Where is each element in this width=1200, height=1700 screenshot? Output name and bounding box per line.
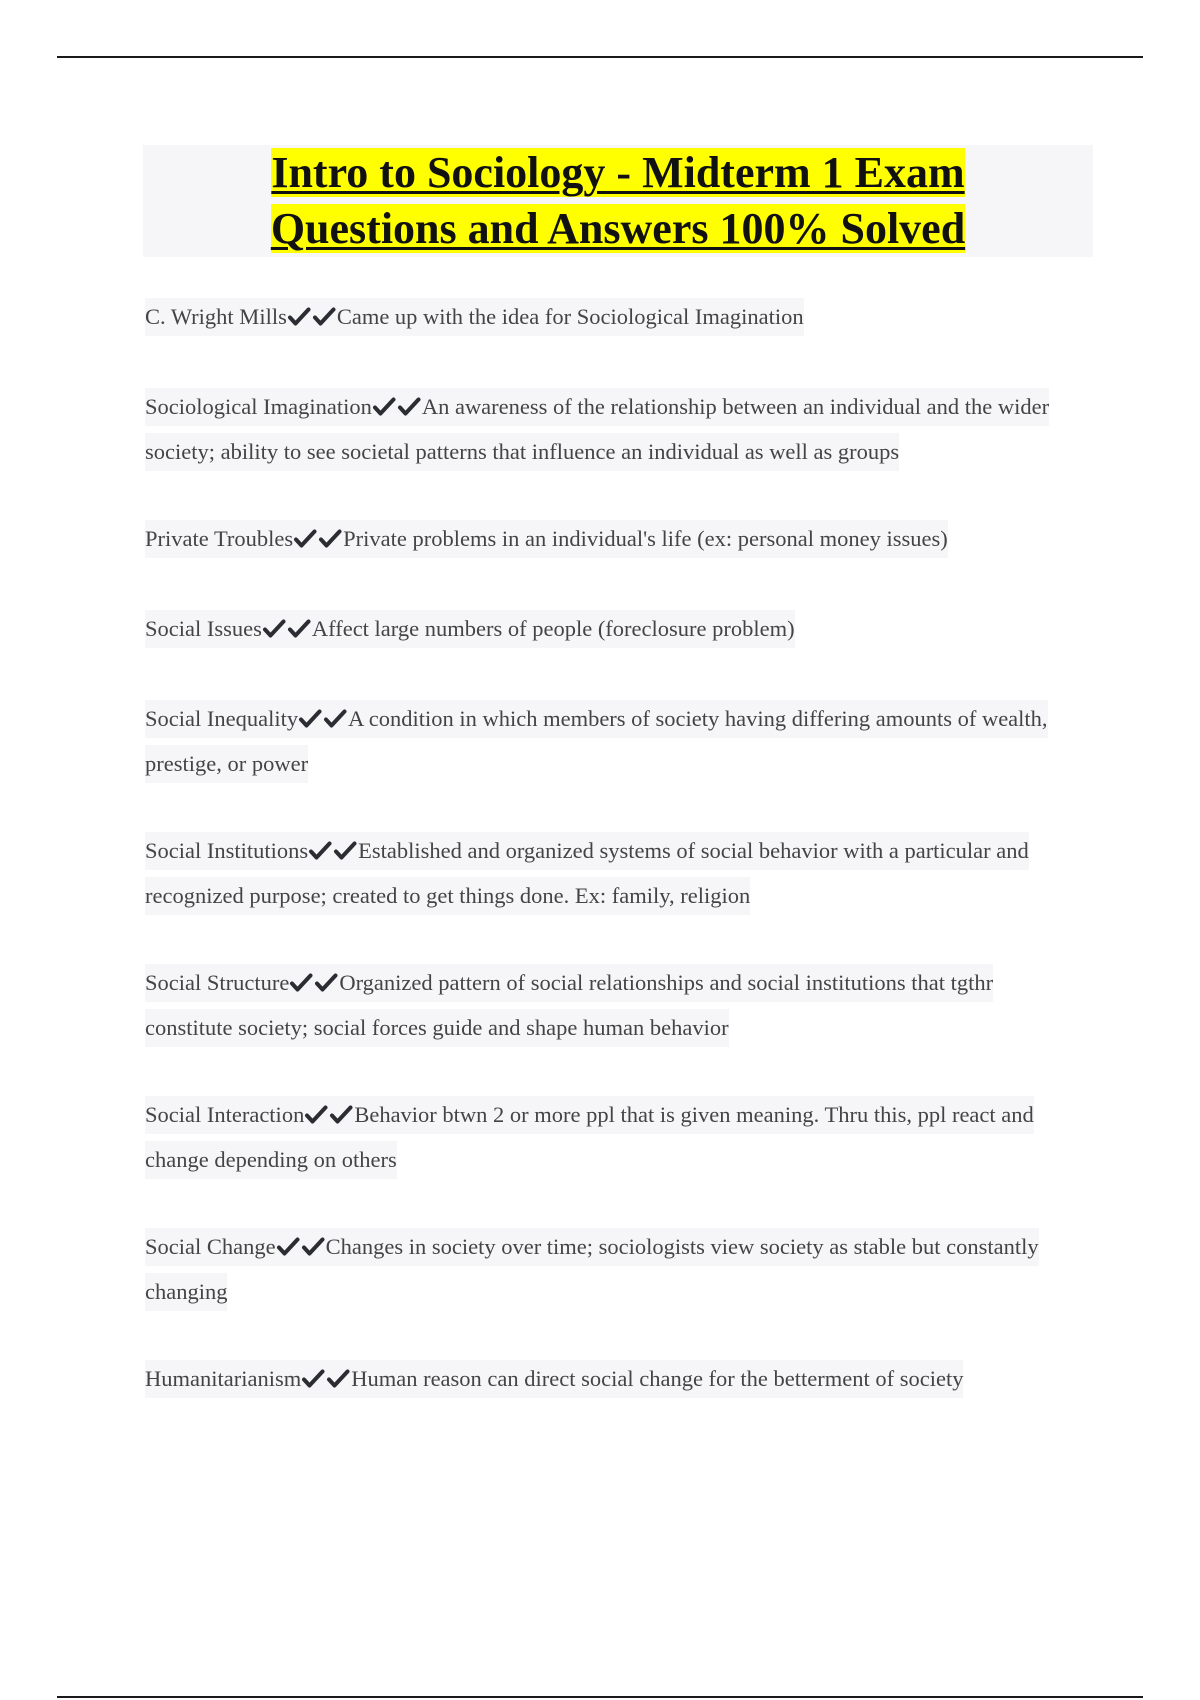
qa-item <box>145 516 1085 561</box>
qa-item <box>145 696 1085 786</box>
qa-definition: A condition in which members of society having differing amounts of wealth, prestige, or power <box>145 706 1048 776</box>
qa-list <box>145 294 1085 1446</box>
qa-item <box>145 384 1085 474</box>
qa-term: Social Structure <box>145 970 290 995</box>
check-mark-icon <box>314 973 339 993</box>
check-mark-icon <box>318 529 343 549</box>
check-mark-icon <box>287 307 312 327</box>
qa-item <box>145 960 1085 1050</box>
qa-definition: Organized pattern of social relationships and social institutions that tgthr constitute society; social forces guide and shape human behavior <box>145 970 994 1040</box>
qa-term: Social Inequality <box>145 706 299 731</box>
title-line-2: Questions and Answers 100% Solved <box>270 204 966 253</box>
check-mark-icon <box>289 973 314 993</box>
qa-definition: Established and organized systems of social behavior with a particular and recognized purpose; created to get things done. Ex: family, religion <box>145 838 1029 908</box>
qa-item <box>145 606 1085 651</box>
top-rule <box>57 56 1143 58</box>
check-mark-icon <box>262 619 287 639</box>
qa-definition: An awareness of the relationship between an individual and the wider society; ability to see societal patterns that influence an individual as well as groups <box>145 394 1050 464</box>
check-mark-icon <box>397 397 422 417</box>
qa-item <box>145 1224 1085 1314</box>
check-mark-icon <box>333 841 358 861</box>
qa-term: C. Wright Mills <box>145 304 287 329</box>
qa-term: Private Troubles <box>145 526 294 551</box>
qa-term: Social Change <box>145 1234 276 1259</box>
qa-definition: Human reason can direct social change for the betterment of society <box>351 1366 964 1391</box>
check-mark-icon <box>323 709 348 729</box>
qa-item <box>145 828 1085 918</box>
qa-term: Social Institutions <box>145 838 309 863</box>
check-mark-icon <box>304 1105 329 1125</box>
qa-definition: Behavior btwn 2 or more ppl that is given meaning. Thru this, ppl react and change depending on others <box>145 1102 1034 1172</box>
qa-definition: Came up with the idea for Sociological Imagination <box>336 304 804 329</box>
check-mark-icon <box>326 1369 351 1389</box>
check-mark-icon <box>312 307 337 327</box>
check-mark-icon <box>372 397 397 417</box>
qa-term: Humanitarianism <box>145 1366 302 1391</box>
title-block <box>143 145 1093 257</box>
qa-item <box>145 294 1085 339</box>
qa-definition: Changes in society over time; sociologists view society as stable but constantly changing <box>145 1234 1039 1304</box>
qa-item <box>145 1092 1085 1182</box>
page-title <box>271 148 965 253</box>
qa-item <box>145 1356 1085 1401</box>
title-line-1: Intro to Sociology - Midterm 1 Exam <box>271 148 965 197</box>
qa-definition: Private problems in an individual's life (ex: personal money issues) <box>343 526 948 551</box>
check-mark-icon <box>298 709 323 729</box>
check-mark-icon <box>276 1237 301 1257</box>
bottom-rule <box>57 1696 1143 1698</box>
qa-term: Social Interaction <box>145 1102 305 1127</box>
qa-definition: Affect large numbers of people (foreclosure problem) <box>311 616 795 641</box>
check-mark-icon <box>293 529 318 549</box>
check-mark-icon <box>301 1369 326 1389</box>
check-mark-icon <box>301 1237 326 1257</box>
check-mark-icon <box>329 1105 354 1125</box>
qa-term: Sociological Imagination <box>145 394 372 419</box>
check-mark-icon <box>287 619 312 639</box>
qa-term: Social Issues <box>145 616 262 641</box>
check-mark-icon <box>308 841 333 861</box>
